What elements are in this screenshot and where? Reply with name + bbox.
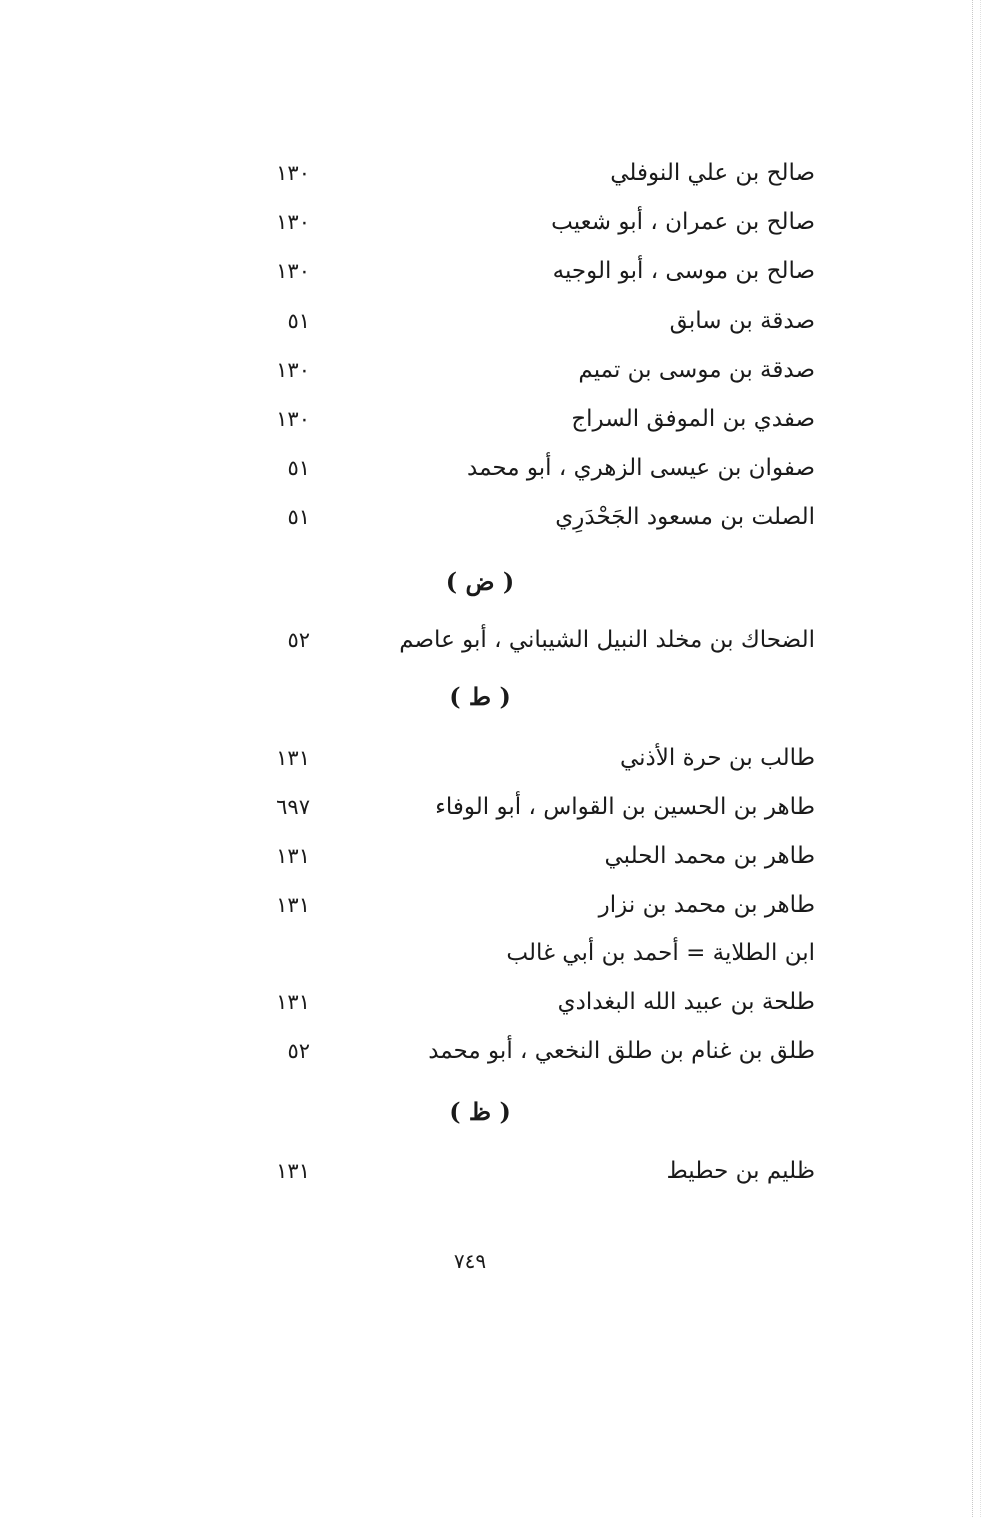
index-entry bbox=[250, 399, 815, 439]
entry-page-ref: ٥٢ bbox=[287, 1039, 310, 1063]
entry-page-ref: ١٣٠ bbox=[276, 161, 310, 185]
entry-name: صالح بن موسى ، أبو الوجيه bbox=[552, 258, 815, 284]
entry-name: الصلت بن مسعود الجَحْدَرِي bbox=[555, 504, 815, 530]
index-entry bbox=[250, 1151, 815, 1191]
entry-page-ref: ١٣٠ bbox=[276, 407, 310, 431]
index-entry bbox=[250, 620, 815, 660]
entry-name: طالب بن حرة الأذني bbox=[619, 745, 815, 771]
section-header-ta: ( ط ) bbox=[449, 682, 511, 711]
scan-border-line bbox=[980, 0, 981, 1517]
page-number: ٧٤٩ bbox=[453, 1249, 487, 1273]
entry-page-ref: ٥٢ bbox=[287, 628, 310, 652]
entry-name: صالح بن عمران ، أبو شعيب bbox=[551, 209, 815, 235]
index-entry bbox=[250, 350, 815, 390]
entry-page-ref: ١٣١ bbox=[276, 990, 310, 1014]
entry-name: ظليم بن حطيط bbox=[666, 1158, 815, 1184]
entry-name: طلق بن غنام بن طلق النخعي ، أبو محمد bbox=[428, 1038, 815, 1064]
entry-page-ref: ١٣١ bbox=[276, 844, 310, 868]
entry-name: صدقة بن سابق bbox=[669, 308, 815, 334]
entry-name: طاهر بن محمد بن نزار bbox=[598, 892, 815, 918]
entry-name: صدقة بن موسى بن تميم bbox=[578, 357, 815, 383]
entry-page-ref: ٥١ bbox=[287, 456, 310, 480]
index-entry bbox=[250, 982, 815, 1022]
index-entry bbox=[250, 153, 815, 193]
index-entry bbox=[250, 1031, 815, 1071]
index-entry bbox=[250, 202, 815, 242]
index-entry bbox=[250, 497, 815, 537]
index-entry bbox=[250, 738, 815, 778]
index-entry bbox=[250, 787, 815, 827]
entry-name: ابن الطلاية = أحمد بن أبي غالب bbox=[506, 940, 815, 966]
entry-name: الضحاك بن مخلد النبيل الشيباني ، أبو عاصم bbox=[399, 627, 815, 653]
entry-name: طلحة بن عبيد الله البغدادي bbox=[557, 989, 815, 1015]
entry-page-ref: ١٣٠ bbox=[276, 210, 310, 234]
index-entry bbox=[250, 933, 815, 973]
entry-name: طاهر بن الحسين بن القواس ، أبو الوفاء bbox=[435, 794, 815, 820]
index-entry bbox=[250, 301, 815, 341]
index-entry bbox=[250, 251, 815, 291]
index-entry bbox=[250, 448, 815, 488]
entry-page-ref: ٥١ bbox=[287, 505, 310, 529]
entry-name: صفوان بن عيسى الزهري ، أبو محمد bbox=[467, 455, 815, 481]
entry-page-ref: ٦٩٧ bbox=[276, 795, 310, 819]
entry-page-ref: ١٣١ bbox=[276, 1159, 310, 1183]
index-entry bbox=[250, 836, 815, 876]
entry-page-ref: ١٣١ bbox=[276, 893, 310, 917]
entry-page-ref: ١٣١ bbox=[276, 746, 310, 770]
entry-page-ref: ١٣٠ bbox=[276, 358, 310, 382]
entry-page-ref: ١٣٠ bbox=[276, 259, 310, 283]
section-header-dad: ( ض ) bbox=[445, 567, 515, 596]
entry-name: صالح بن علي النوفلي bbox=[610, 160, 815, 186]
scan-border-line bbox=[972, 0, 973, 1517]
entry-page-ref: ٥١ bbox=[287, 309, 310, 333]
index-entry bbox=[250, 885, 815, 925]
entry-name: طاهر بن محمد الحلبي bbox=[604, 843, 815, 869]
entry-name: صفدي بن الموفق السراج bbox=[571, 406, 815, 432]
section-header-za: ( ظ ) bbox=[449, 1097, 511, 1126]
